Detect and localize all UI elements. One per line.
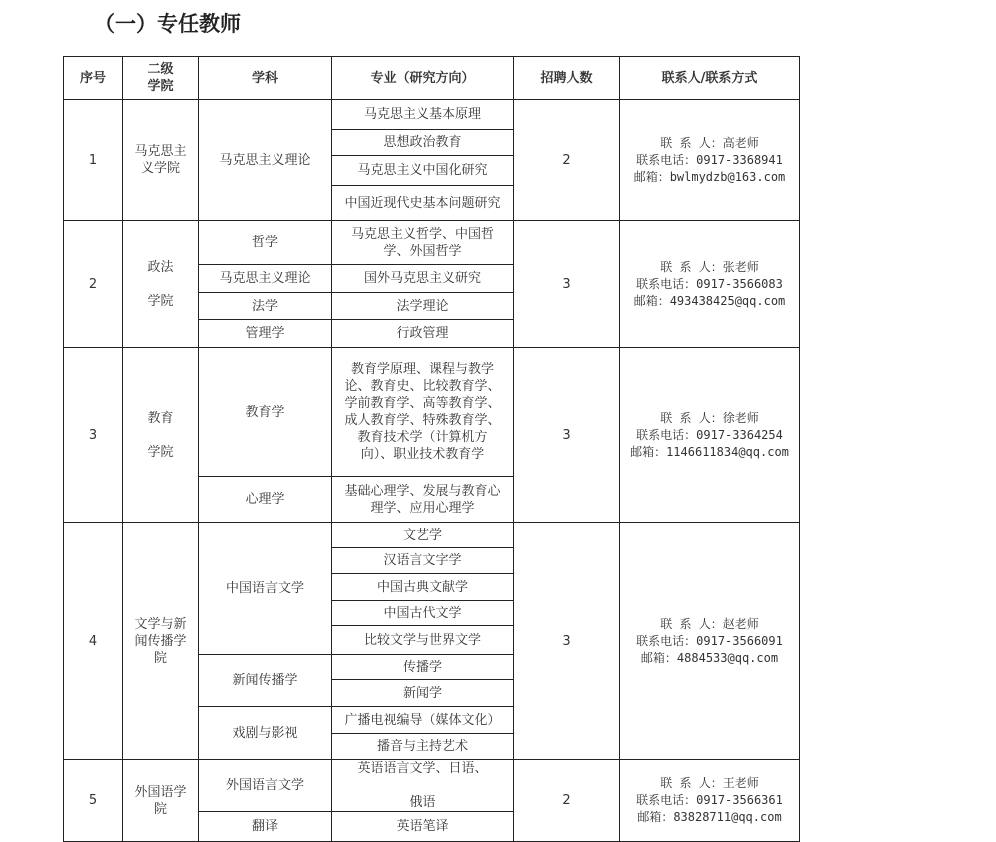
row-major: 国外马克思主义研究 bbox=[332, 265, 514, 293]
header-discipline: 学科 bbox=[199, 57, 332, 100]
contact-email: 邮箱：bwlmydzb@163.com bbox=[633, 169, 786, 184]
row-major: 教育学原理、课程与教学 论、教育史、比较教育学、 学前教育学、高等教育学、 成人教育学、特殊教育学、 教育技术学（计算机方 向）、职业技术教育学 bbox=[332, 348, 514, 477]
row-no: 1 bbox=[64, 100, 123, 221]
row-major: 广播电视编导（媒体文化） bbox=[332, 707, 514, 734]
row-discipline: 戏剧与影视 bbox=[199, 707, 332, 760]
contact-phone: 联系电话：0917-3368941 bbox=[636, 152, 783, 167]
contact-person: 联 系 人：高老师 bbox=[660, 135, 759, 150]
row-college: 外国语学 院 bbox=[123, 760, 199, 842]
row-major: 思想政治教育 bbox=[332, 130, 514, 156]
row-major: 汉语言文字学 bbox=[332, 548, 514, 574]
row-discipline: 外国语言文学 bbox=[199, 760, 332, 812]
contact-phone: 联系电话：0917-3566083 bbox=[636, 276, 783, 291]
row-major: 文艺学 bbox=[332, 523, 514, 548]
row-college: 马克思主 义学院 bbox=[123, 100, 199, 221]
table-row bbox=[64, 760, 800, 812]
row-discipline: 中国语言文学 bbox=[199, 523, 332, 655]
row-contact bbox=[620, 100, 800, 221]
row-major: 基础心理学、发展与教育心 理学、应用心理学 bbox=[332, 477, 514, 523]
header-major: 专业（研究方向） bbox=[332, 57, 514, 100]
row-discipline: 新闻传播学 bbox=[199, 655, 332, 707]
contact-person: 联 系 人：赵老师 bbox=[660, 616, 759, 631]
header-college: 二级 学院 bbox=[123, 57, 199, 100]
row-major: 马克思主义中国化研究 bbox=[332, 156, 514, 186]
table-row bbox=[64, 221, 800, 265]
row-major: 传播学 bbox=[332, 655, 514, 680]
row-contact bbox=[620, 760, 800, 842]
header-no: 序号 bbox=[64, 57, 123, 100]
row-major: 比较文学与世界文学 bbox=[332, 626, 514, 655]
contact-phone: 联系电话：0917-3566091 bbox=[636, 633, 783, 648]
row-no: 5 bbox=[64, 760, 123, 842]
row-major: 马克思主义哲学、中国哲 学、外国哲学 bbox=[332, 221, 514, 265]
table-row bbox=[64, 348, 800, 477]
row-major: 中国近现代史基本问题研究 bbox=[332, 186, 514, 221]
row-major: 马克思主义基本原理 bbox=[332, 100, 514, 130]
row-discipline: 心理学 bbox=[199, 477, 332, 523]
table-row bbox=[64, 100, 800, 130]
contact-email: 邮箱：493438425@qq.com bbox=[633, 293, 786, 308]
contact-person: 联 系 人：张老师 bbox=[660, 259, 759, 274]
row-college: 政法 学院 bbox=[123, 221, 199, 348]
row-discipline: 法学 bbox=[199, 293, 332, 320]
contact-person: 联 系 人：王老师 bbox=[660, 776, 759, 790]
recruitment-table bbox=[63, 56, 800, 842]
contact-person: 联 系 人：徐老师 bbox=[660, 410, 759, 425]
row-contact bbox=[620, 523, 800, 760]
contact-phone: 联系电话：0917-3566361 bbox=[636, 793, 783, 807]
row-discipline: 翻译 bbox=[199, 812, 332, 842]
row-discipline: 教育学 bbox=[199, 348, 332, 477]
row-no: 4 bbox=[64, 523, 123, 760]
row-contact bbox=[620, 348, 800, 523]
row-no: 3 bbox=[64, 348, 123, 523]
row-college: 文学与新 闻传播学 院 bbox=[123, 523, 199, 760]
row-discipline: 马克思主义理论 bbox=[199, 100, 332, 221]
contact-email: 邮箱：83828711@qq.com bbox=[637, 810, 782, 824]
row-college: 教育 学院 bbox=[123, 348, 199, 523]
table-row bbox=[64, 523, 800, 548]
row-count: 3 bbox=[514, 221, 620, 348]
table-header-row bbox=[64, 57, 800, 100]
row-discipline: 马克思主义理论 bbox=[199, 265, 332, 293]
row-discipline: 哲学 bbox=[199, 221, 332, 265]
row-count: 2 bbox=[514, 100, 620, 221]
row-major: 法学理论 bbox=[332, 293, 514, 320]
row-major: 中国古典文献学 bbox=[332, 574, 514, 601]
row-count: 3 bbox=[514, 523, 620, 760]
header-contact: 联系人/联系方式 bbox=[620, 57, 800, 100]
row-discipline: 管理学 bbox=[199, 320, 332, 348]
row-major: 中国古代文学 bbox=[332, 601, 514, 626]
row-major: 行政管理 bbox=[332, 320, 514, 348]
row-major: 英语笔译 bbox=[332, 812, 514, 842]
header-count: 招聘人数 bbox=[514, 57, 620, 100]
row-major: 播音与主持艺术 bbox=[332, 734, 514, 760]
contact-phone: 联系电话：0917-3364254 bbox=[636, 427, 783, 442]
row-contact bbox=[620, 221, 800, 348]
contact-email: 邮箱：4884533@qq.com bbox=[640, 650, 779, 665]
row-no: 2 bbox=[64, 221, 123, 348]
contact-email: 邮箱：1146611834@qq.com bbox=[630, 444, 789, 459]
row-count: 2 bbox=[514, 760, 620, 842]
section-title: （一）专任教师 bbox=[94, 12, 241, 36]
row-major: 英语语言文学、日语、 俄语 bbox=[332, 760, 514, 812]
row-major: 新闻学 bbox=[332, 680, 514, 707]
row-count: 3 bbox=[514, 348, 620, 523]
